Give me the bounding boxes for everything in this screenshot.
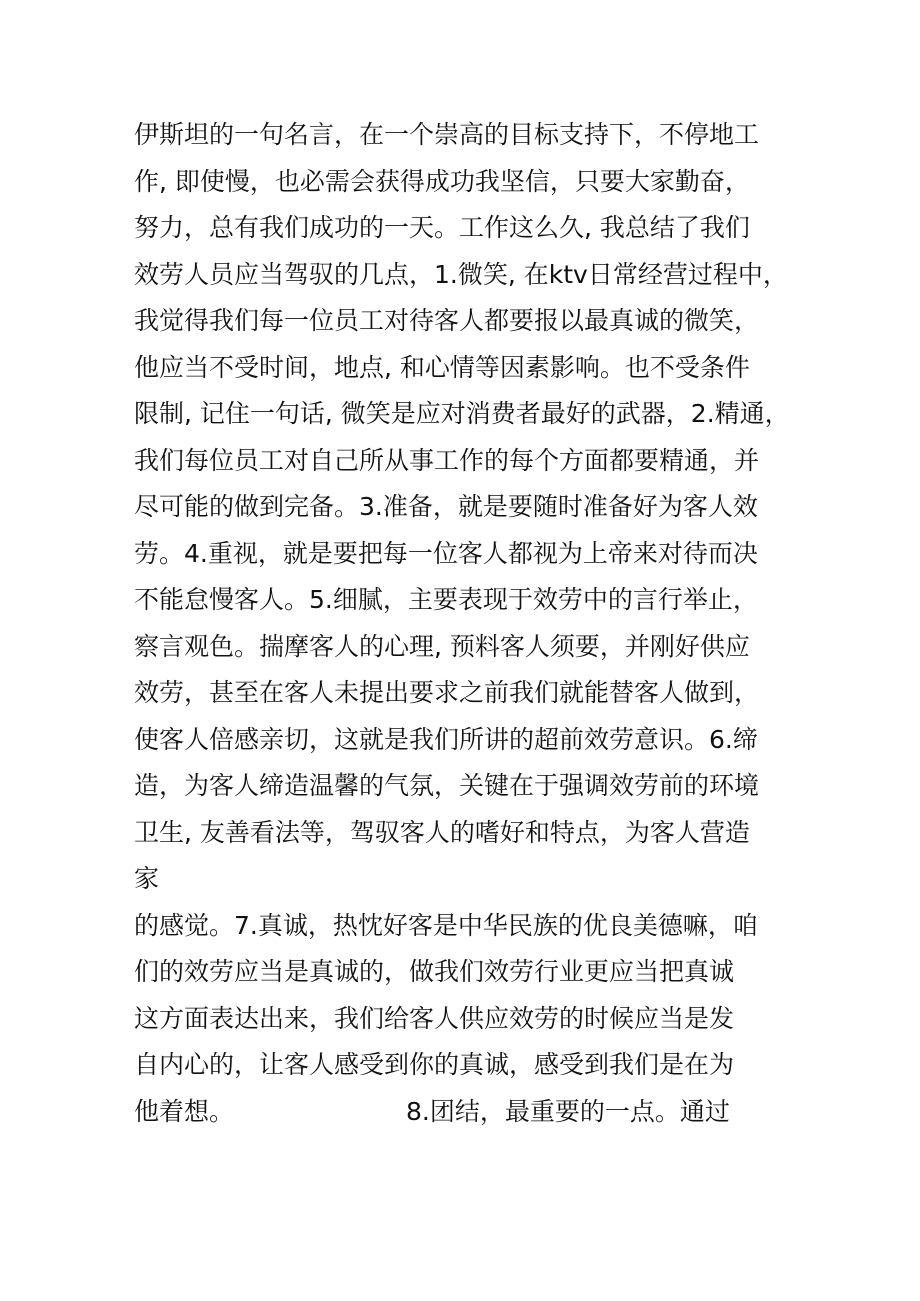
text-line: 察言观色。揣摩客人的心理, 预料客人须要，并刚好供应 [134,631,750,661]
text-line: 他应当不受时间，地点, 和心情等因素影响。也不受条件 [134,352,750,382]
last-text-line [134,1089,814,1136]
text-line: 劳。4.重视，就是要把每一位客人都视为上帝来对待而决 [134,538,758,568]
text-line: 尽可能的做到完备。3.准备，就是要随时准备好为客人效 [134,492,758,521]
text-line: 我觉得我们每一位员工对待客人都要报以最真诚的微笑， [134,306,760,335]
text-line: 卫生, 友善看法等，驾驭客人的嗜好和特点，为客人营造 [134,817,750,847]
text-line: 效劳，甚至在客人未提出要求之前我们就能替客人做到， [134,678,760,707]
text-line: 我们每位员工对自己所从事工作的每个方面都要精通，并 [134,445,760,475]
text-line: 们的效劳应当是真诚的，做我们效劳行业更应当把真诚 [134,957,735,986]
last-line-right-text: 8.团结，最重要的一点。通过 [406,1096,730,1126]
text-line: 伊斯坦的一句名言，在一个崇高的目标支持下，不停地工 [134,120,760,149]
text-line: 家 [134,864,160,893]
text-line: 限制, 记住一句话, 微笑是应对消费者最好的武器，2.精通， [134,399,790,428]
last-line-left-text: 他着想。 [134,1096,235,1126]
body-text [134,112,814,1135]
text-line: 的感觉。7.真诚，热忱好客是中华民族的优良美德嘛，咱 [134,910,758,940]
text-line: 努力，总有我们成功的一天。工作这么久, 我总结了我们 [134,213,750,242]
text-line: 作, 即使慢，也必需会获得成功我坚信，只要大家勤奋， [134,166,750,196]
text-line: 使客人倍感亲切，这就是我们所讲的超前效劳意识。6.缔 [134,724,758,754]
text-line: 效劳人员应当驾驭的几点，1.微笑, 在ktv日常经营过程中， [134,259,788,289]
text-line: 不能怠慢客人。5.细腻，主要表现于效劳中的言行举止， [134,585,758,614]
text-line: 这方面表达出来，我们给客人供应效劳的时候应当是发 [134,1003,735,1033]
text-line: 自内心的，让客人感受到你的真诚，感受到我们是在为 [134,1050,735,1079]
text-line: 造，为客人缔造温馨的气氛，关键在于强调效劳前的环境 [134,771,760,800]
